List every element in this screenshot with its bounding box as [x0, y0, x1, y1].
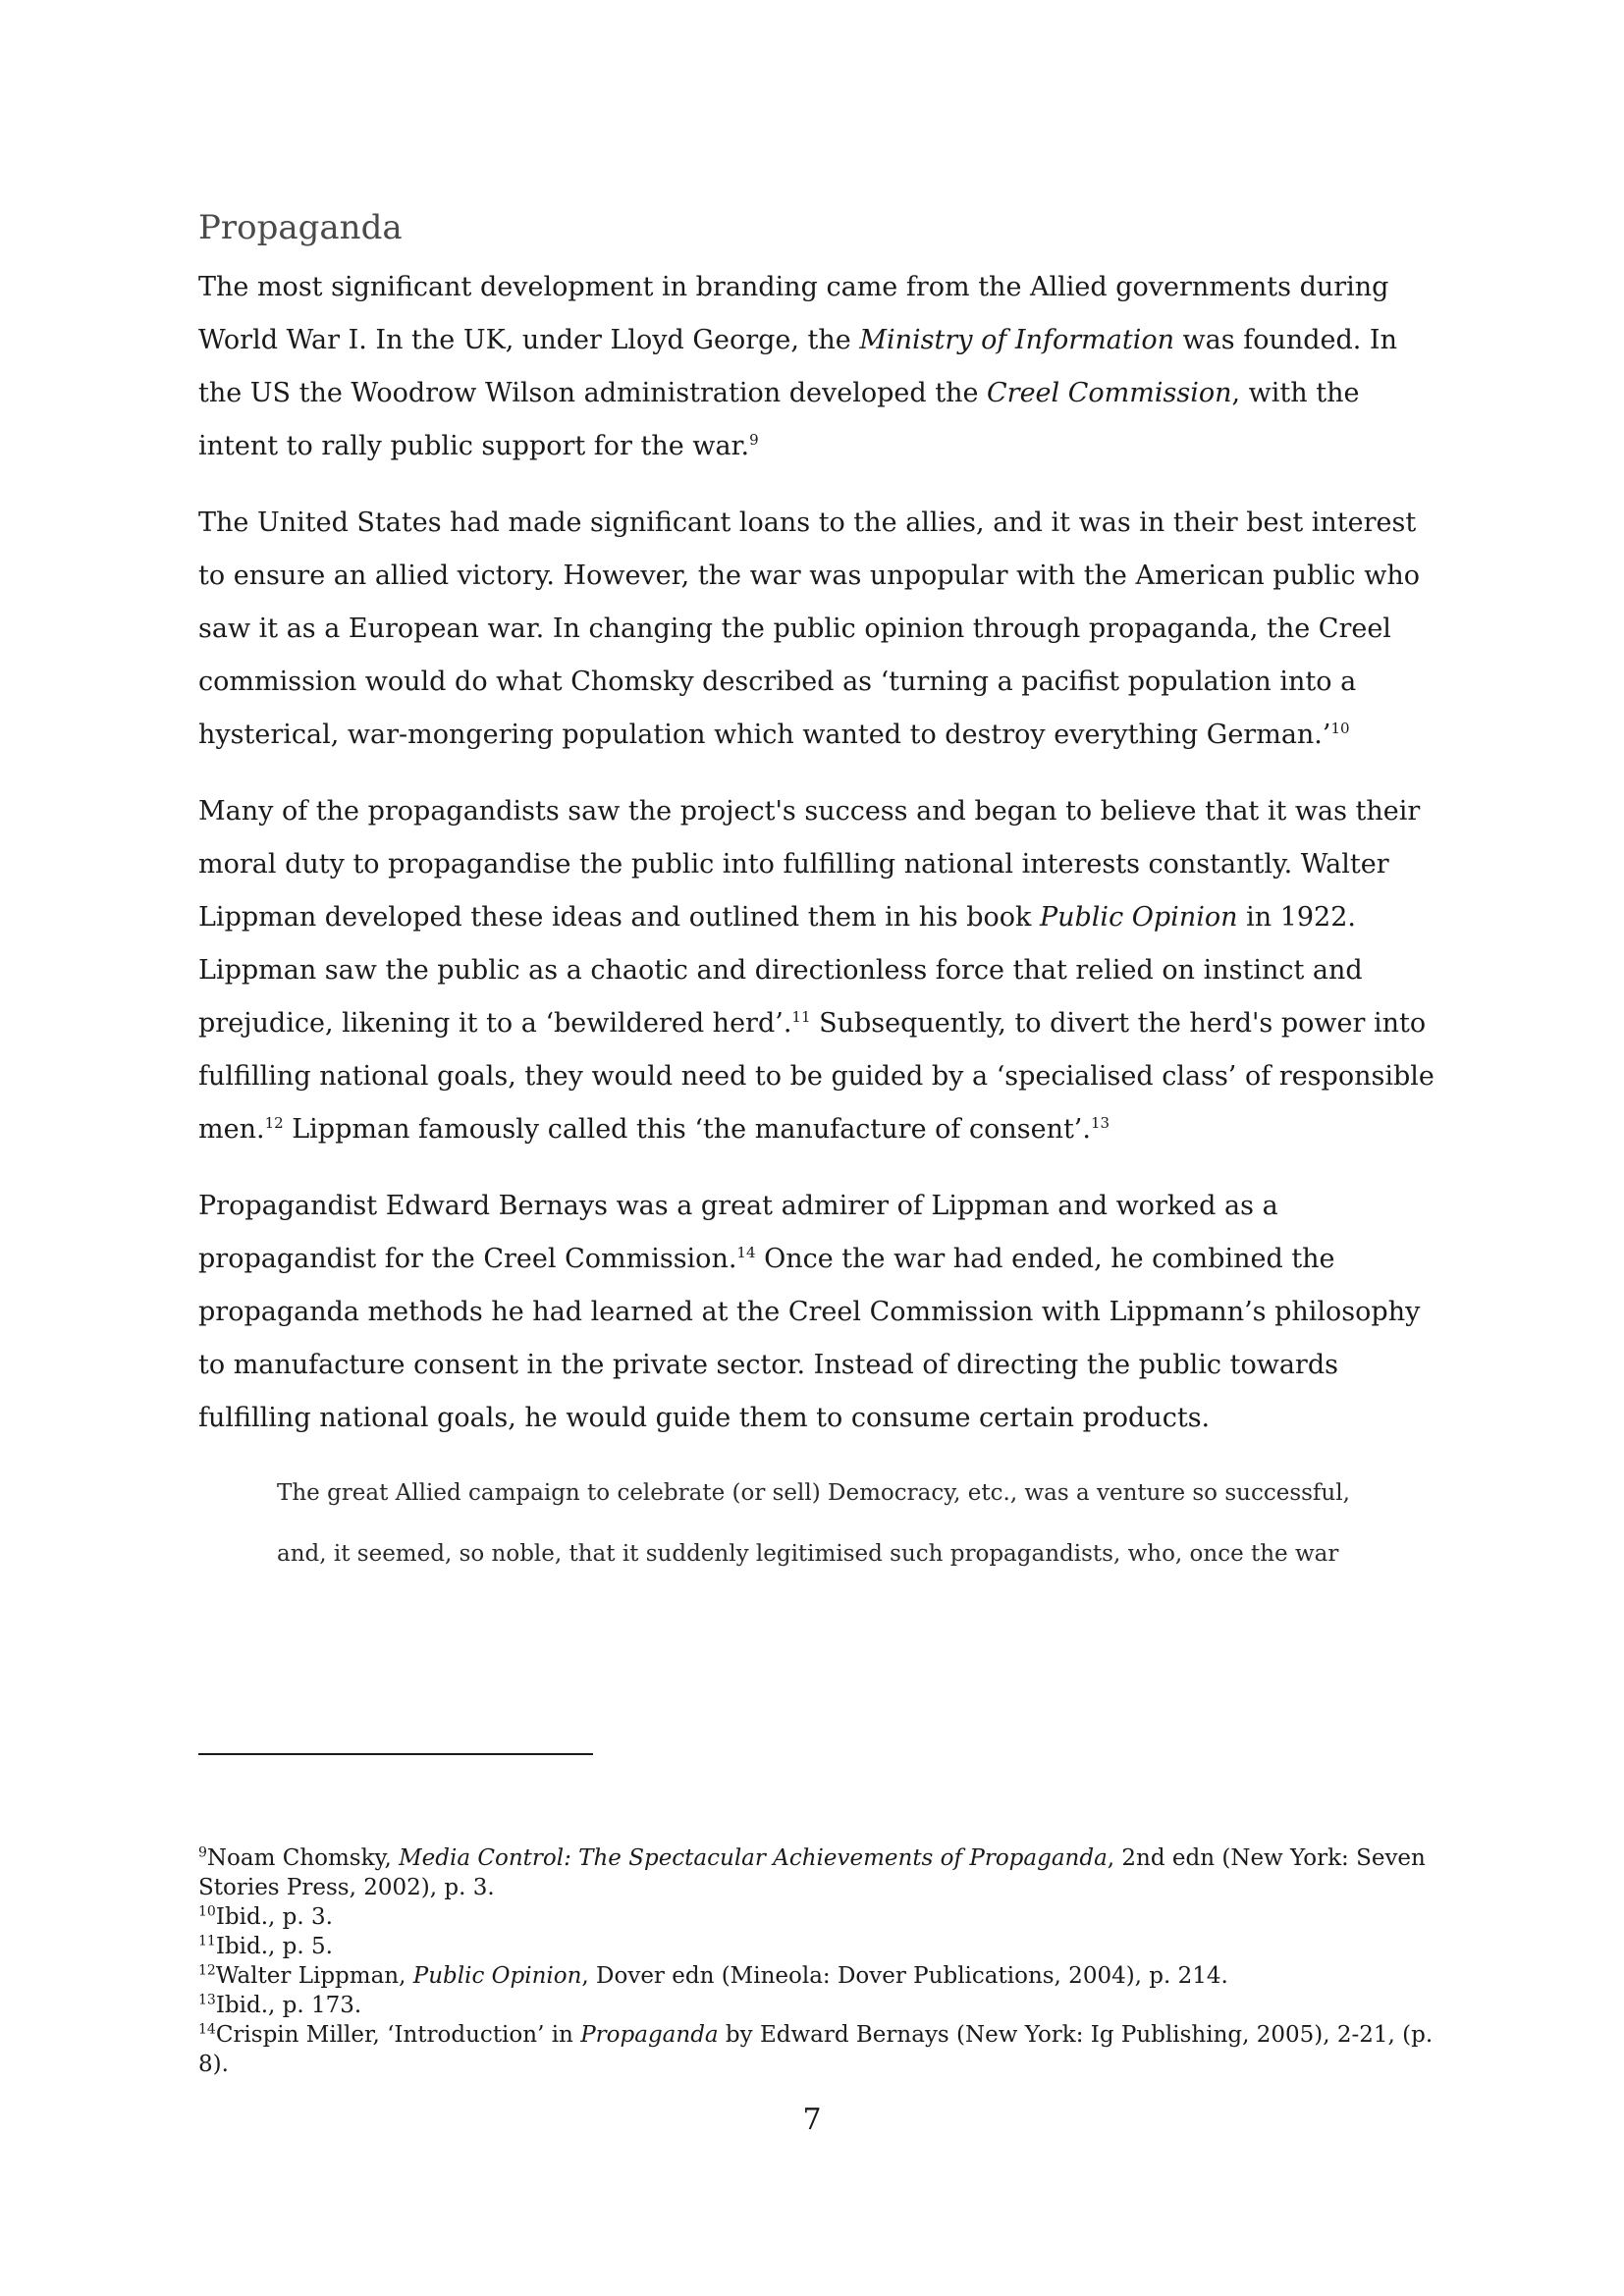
footnote-14: $^{14}$Crispin Miller, ‘Introduction’ in Propaganda by Edward Bernays (New York: Ig Publishing, 2005), 2-21, (p. 8). [198, 2021, 1434, 2077]
paragraph-2: The United States had made significant loans to the allies, and it was in their best interest to ensure an allied victory. However, the war was unpopular with the American public who saw it as a European war. In changing the public opinion through propaganda, the Creel commission would do what Chomsky described as ‘turning a pacifist population into a hysterical, war-mongering population which wanted to destroy everything German.’$^{10}$ [198, 507, 1420, 750]
footnote-ref-12: 12 [264, 1114, 284, 1132]
footnote-10: $^{10}$Ibid., p. 3. [198, 1903, 333, 1930]
paragraph-3: Many of the propagandists saw the project's success and began to believe that it was their moral duty to propagandise the public into fulfilling national interests constantly. Walter Lippman developed these ideas and outlined them in his book Public Opinion in 1922. Lippman saw the public as a chaotic and directionless force that relied on instinct and prejudice, likening it to a ‘bewildered herd’.$^{11}$ Subsequently, to divert the herd's power into fulfilling national goals, they would need to be guided by a ‘specialised class’ of responsible men.$^{12}$ Lippman famously called this ‘the manufacture of consent’.$^{13}$ [198, 796, 1435, 1145]
footnote-ref-14: 14 [736, 1244, 756, 1261]
paragraph-1: The most significant development in branding came from the Allied governments during World War I. In the UK, under Lloyd George, the Ministry of Information was founded. In the US the Woodrow Wilson administration developed the Creel Commission, with the intent to rally public support for the war.$^9$ [198, 272, 1397, 461]
footnote-ref-10: 10 [1330, 720, 1350, 737]
footnote-13: $^{13}$Ibid., p. 173. [198, 1992, 362, 2018]
footnote-ref-11: 11 [791, 1008, 811, 1026]
paragraph-4: Propagandist Edward Bernays was a great admirer of Lippman and worked as a propagandist for the Creel Commission.$^{14}$ Once the war had ended, he combined the propaganda methods he had learned at the Creel Commission with Lippmann’s philosophy to manufacture consent in the private sector. Instead of directing the public towards fulfilling national goals, he would guide them to consume certain products. [198, 1191, 1421, 1433]
creel-commission-title: Creel Commission [987, 378, 1232, 408]
footnotes [198, 1843, 1437, 2079]
public-opinion-title: Public Opinion [1039, 902, 1238, 933]
section-heading: Propaganda [198, 208, 403, 247]
footnote-11: $^{11}$Ibid., p. 5. [198, 1933, 333, 1959]
block-quote: The great Allied campaign to celebrate (or sell) Democracy, etc., was a venture so successful, and, it seemed, so noble, that it suddenly legitimised such propagandists, who, once the war [277, 1480, 1350, 1567]
page-number: 7 [802, 2103, 822, 2137]
footnote-12: $^{12}$Walter Lippman, Public Opinion, Dover edn (Mineola: Dover Publications, 2004), p. 214. [198, 1962, 1228, 1989]
footnote-ref-9: 9 [749, 431, 759, 449]
ministry-of-information-title: Ministry of Information [859, 325, 1174, 355]
footnote-ref-13: 13 [1090, 1114, 1110, 1132]
footnote-separator [198, 1753, 593, 1755]
footnote-9: $^9$Noam Chomsky, Media Control: The Spectacular Achievements of Propaganda, 2nd edn (New York: Seven Stories Press, 2002), p. 3. [198, 1844, 1426, 1900]
